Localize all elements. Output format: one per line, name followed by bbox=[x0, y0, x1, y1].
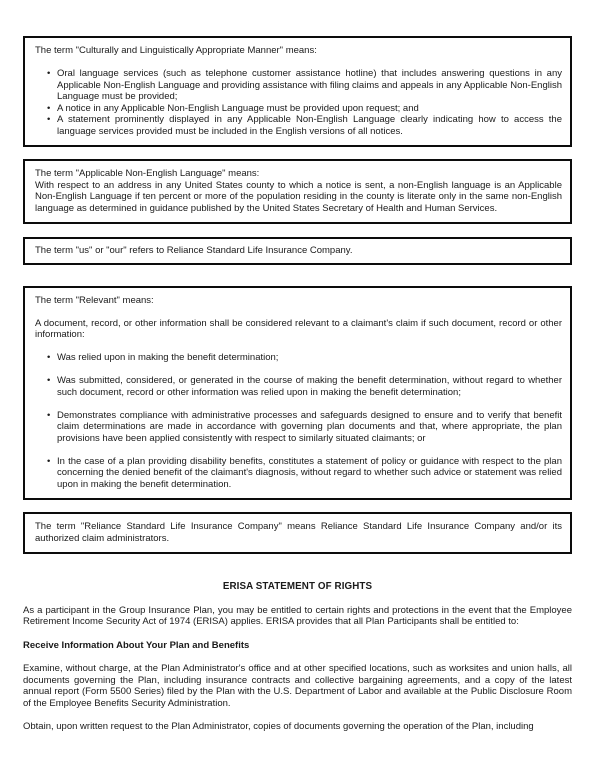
spacer bbox=[35, 341, 562, 353]
bullet-dot: • bbox=[47, 114, 51, 125]
receive-information-subheading: Receive Information About Your Plan and Benefits bbox=[23, 639, 250, 651]
list-item bbox=[35, 68, 562, 103]
definition-box-applicable-non-english-language bbox=[23, 159, 572, 224]
definition-intro: The term "Relevant" means: bbox=[35, 294, 154, 306]
bullet-dot: • bbox=[47, 352, 51, 363]
definition-intro: The term "Reliance Standard Life Insurance Company" means Reliance Standard Life Insurance Company and/or its authorized claim administrators. bbox=[35, 521, 562, 544]
list-item-text: A notice in any Applicable Non-English Language must be provided upon request; and bbox=[57, 102, 419, 114]
list-item-text: Demonstrates compliance with administrative processes and safeguards designed to ensure and to verify that benefit claim determinations are made in accordance with governing plan documents and that, where appropriate, the plan provisions have been applied consistently with respect to similarly situated claimants; or bbox=[57, 409, 562, 444]
bullet-list bbox=[35, 68, 562, 137]
definition-intro: The term "us" or "our" refers to Reliance Standard Life Insurance Company. bbox=[35, 245, 353, 256]
list-item bbox=[35, 410, 562, 445]
examine-paragraph: Examine, without charge, at the Plan Administrator's office and at other specified locations, such as worksites and union halls, all documents governing the Plan, including insurance contracts and collective bargaining agreements, and a copy of the latest annual report (Form 5500 Series) filed by the Plan with the U.S. Department of Labor and available at the Public Disclosure Room of the Employee Benefits Security Administration. bbox=[23, 663, 572, 709]
definition-box-reliance-standard bbox=[23, 512, 572, 554]
spacer bbox=[23, 147, 572, 159]
bullet-dot: • bbox=[47, 455, 51, 467]
list-item bbox=[35, 103, 562, 115]
obtain-paragraph: Obtain, upon written request to the Plan Administrator, copies of documents governing the operation of the Plan, including bbox=[23, 721, 534, 732]
definition-body: A document, record, or other information shall be considered relevant to a claimant's claim if such document, record or other information: bbox=[35, 317, 562, 340]
bullet-dot: • bbox=[47, 102, 51, 114]
spacer bbox=[35, 57, 562, 69]
bullet-dot: • bbox=[47, 68, 51, 79]
document-content bbox=[23, 36, 572, 733]
list-item-text: Was submitted, considered, or generated in the course of making the benefit determination, without regard to whether such document, record or other information was relied upon in making the benefit determination; bbox=[57, 375, 562, 398]
list-item-text: Oral language services (such as telephone customer assistance hotline) that includes answering questions in any Applicable Non-English Language and providing assistance with filing claims and appeals in any Applicable Non-English Language must be provided; bbox=[57, 68, 562, 102]
definition-intro: The term "Culturally and Linguistically Appropriate Manner" means: bbox=[35, 45, 317, 56]
spacer bbox=[23, 500, 572, 512]
bullet-list bbox=[35, 352, 562, 490]
erisa-intro-paragraph: As a participant in the Group Insurance Plan, you may be entitled to certain rights and protections in the event that the Employee Retirement Income Security Act of 1974 (ERISA) applies. ERISA provides that all Plan Participants shall be entitled to: bbox=[23, 604, 572, 627]
bullet-dot: • bbox=[47, 375, 51, 386]
list-item-text: Was relied upon in making the benefit determination; bbox=[57, 352, 279, 363]
list-item bbox=[35, 114, 562, 137]
list-item bbox=[35, 352, 562, 364]
list-item bbox=[35, 456, 562, 491]
bullet-dot: • bbox=[47, 409, 51, 421]
spacer bbox=[35, 306, 562, 318]
list-item bbox=[35, 375, 562, 398]
definition-box-us-our bbox=[23, 237, 572, 265]
list-item-text: In the case of a plan providing disability benefits, constitutes a statement of policy or guidance with respect to the plan concerning the denied benefit of the claimant's diagnosis, without regard to whether such advice or statement was relied upon in making the benefit determination. bbox=[57, 455, 562, 490]
definition-box-relevant bbox=[23, 286, 572, 501]
definition-intro: The term "Applicable Non-English Language" means: bbox=[35, 168, 260, 179]
erisa-statement-heading: ERISA STATEMENT OF RIGHTS bbox=[222, 581, 373, 592]
list-item-text: A statement prominently displayed in any Applicable Non-English Language clearly indicating how to access the language services provided must be included in the English versions of all notices. bbox=[57, 114, 562, 137]
definition-body: With respect to an address in any United States county to which a notice is sent, a non-English language is an Applicable Non-English Language if ten percent or more of the population residing in the county is literate only in the same non-English language as determined in guidance published by the United States Secretary of Health and Human Services. bbox=[35, 179, 562, 214]
spacer bbox=[23, 224, 572, 237]
definition-box-culturally-appropriate bbox=[23, 36, 572, 147]
spacer bbox=[23, 265, 572, 286]
